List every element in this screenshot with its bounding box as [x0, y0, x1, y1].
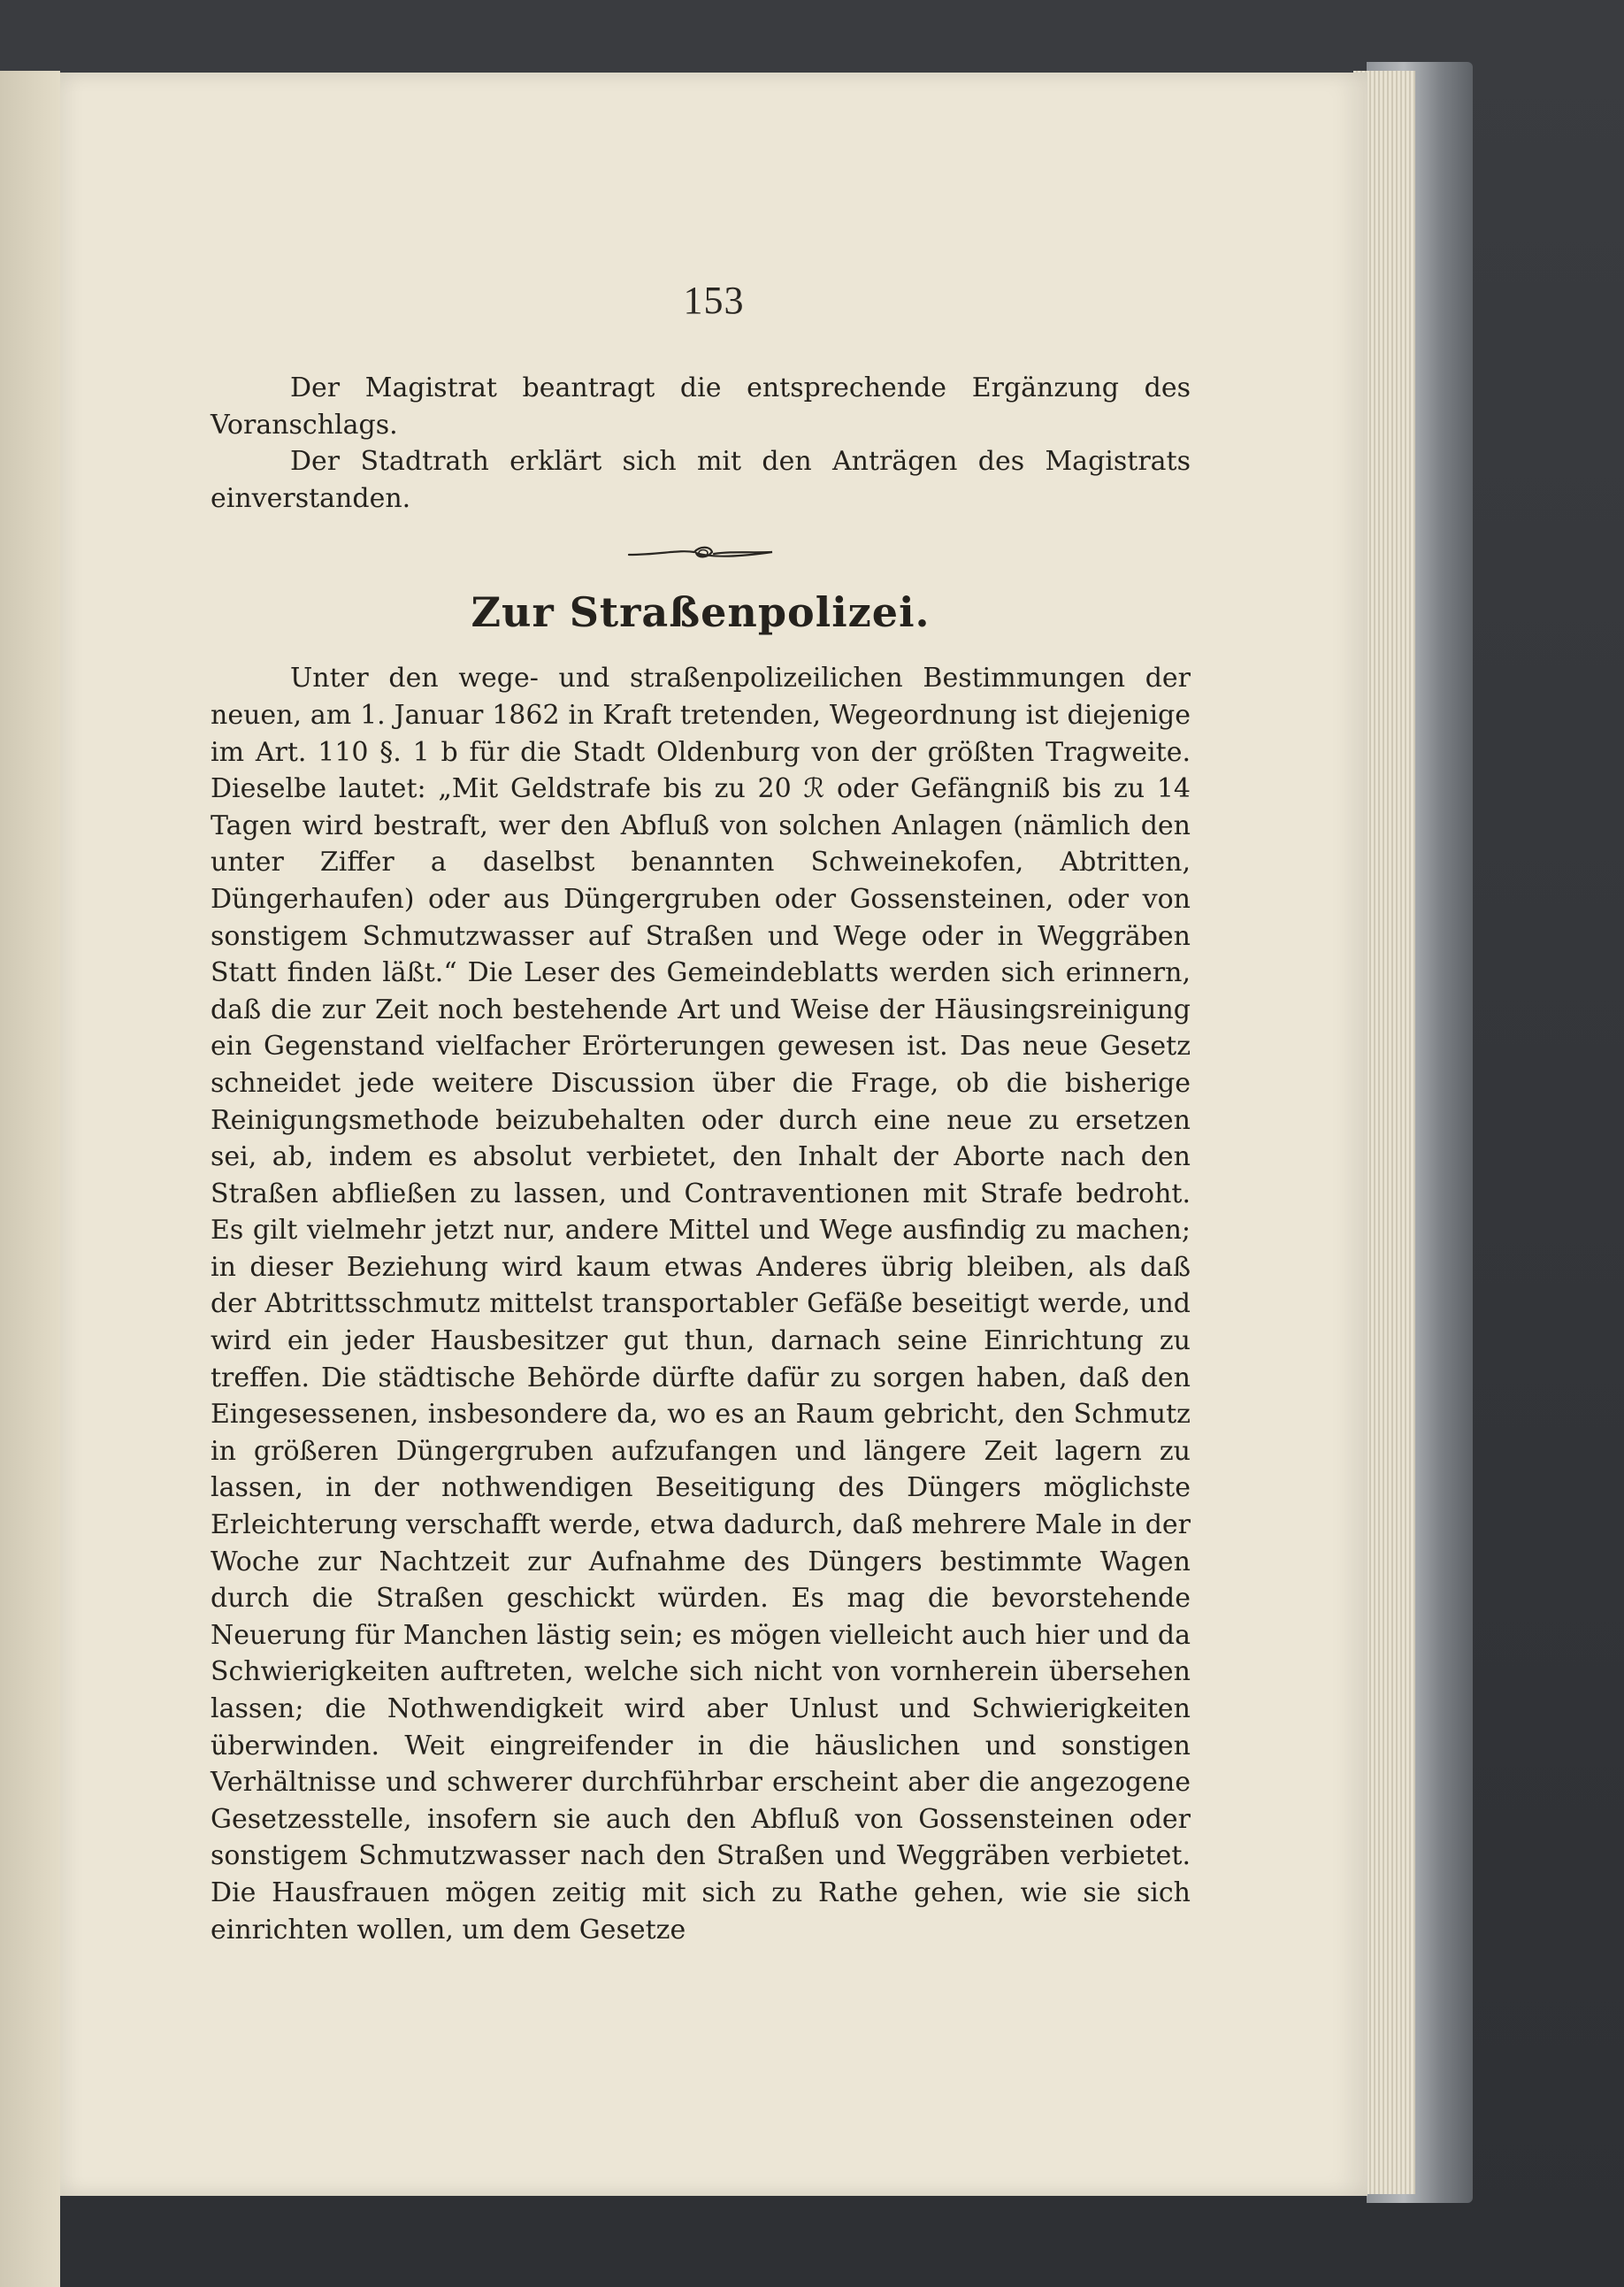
- section-title: Zur Straßenpolizei.: [471, 588, 931, 637]
- intro-paragraph-1: Der Magistrat beantragt die entsprechende Ergänzung des Voranschlags.: [211, 372, 1191, 441]
- intro-paragraph-2: Der Stadtrath erklärt sich mit den Anträgen des Magistrats einverstanden.: [211, 446, 1191, 514]
- section-divider: [211, 527, 1191, 580]
- flourish-divider-icon: [625, 541, 776, 567]
- page-text: [211, 370, 1191, 1948]
- facing-page-edge: [0, 71, 60, 2287]
- page-number: 153: [683, 279, 745, 322]
- section-paragraph-1: Unter den wege- und straßenpolizeilichen Bestimmungen der neuen, am 1. Januar 1862 in Kraft tretenden, Wegeordnung ist diejenige im Art. 110 §. 1 b für die Stadt Oldenburg von der größten Tragweite. Dieselbe lautet: „Mit Geldstrafe bis zu 20 ℛ oder Gefängniß bis zu 14 Tagen wird bestraft, wer den Abfluß von solchen Anlagen (nämlich den unter Ziffer a daselbst benannten Schweinekofen, Abtritten, Düngerhaufen) oder aus Düngergruben oder Gossensteinen, oder von sonstigem Schmutzwasser auf Straßen und Wege oder in Weggräben Statt finden läßt.“ Die Leser des Gemeindeblatts werden sich erinnern, daß die zur Zeit noch bestehende Art und Weise der Häusingsreinigung ein Gegenstand vielfacher Erörterungen gewesen ist. Das neue Gesetz schneidet jede weitere Discussion über die Frage, ob die bisherige Reinigungsmethode beizubehalten oder durch eine neue zu ersetzen sei, ab, indem es absolut verbietet, den Inhalt der Aborte nach den Straßen abfließen zu lassen, und Contraventionen mit Strafe bedroht. Es gilt vielmehr jetzt nur, andere Mittel und Wege ausfindig zu machen; in dieser Beziehung wird kaum etwas Anderes übrig bleiben, als daß der Abtrittsschmutz mittelst transportabler Gefäße beseitigt werde, und wird ein jeder Hausbesitzer gut thun, darnach seine Einrichtung zu treffen. Die städtische Behörde dürfte dafür zu sorgen haben, daß den Eingesessenen, insbesondere da, wo es an Raum gebricht, den Schmutz in größeren Düngergruben aufzufangen und längere Zeit lagern zu lassen, in der nothwendigen Beseitigung des Düngers möglichste Erleichterung verschafft werde, etwa dadurch, daß mehrere Male in der Woche zur Nachtzeit zur Aufnahme des Düngers bestimmte Wagen durch die Straßen geschickt würden. Es mag die bevorstehende Neuerung für Manchen lästig sein; es mögen vielleicht auch hier und da Schwierigkeiten auftreten, welche sich nicht von vornherein übersehen lassen; die Nothwendigkeit wird aber Unlust und Schwierigkeiten überwinden. Weit eingreifender in die häuslichen und sonstigen Verhältnisse und schwerer durchführbar erscheint aber die angezogene Gesetzesstelle, insofern sie auch den Abfluß von Gossensteinen oder sonstigem Schmutzwasser nach den Straßen und Weggräben verbietet. Die Hausfrauen mögen zeitig mit sich zu Rathe gehen, wie sie sich einrichten wollen, um dem Gesetze: [211, 663, 1191, 1945]
- book-page: [60, 73, 1367, 2196]
